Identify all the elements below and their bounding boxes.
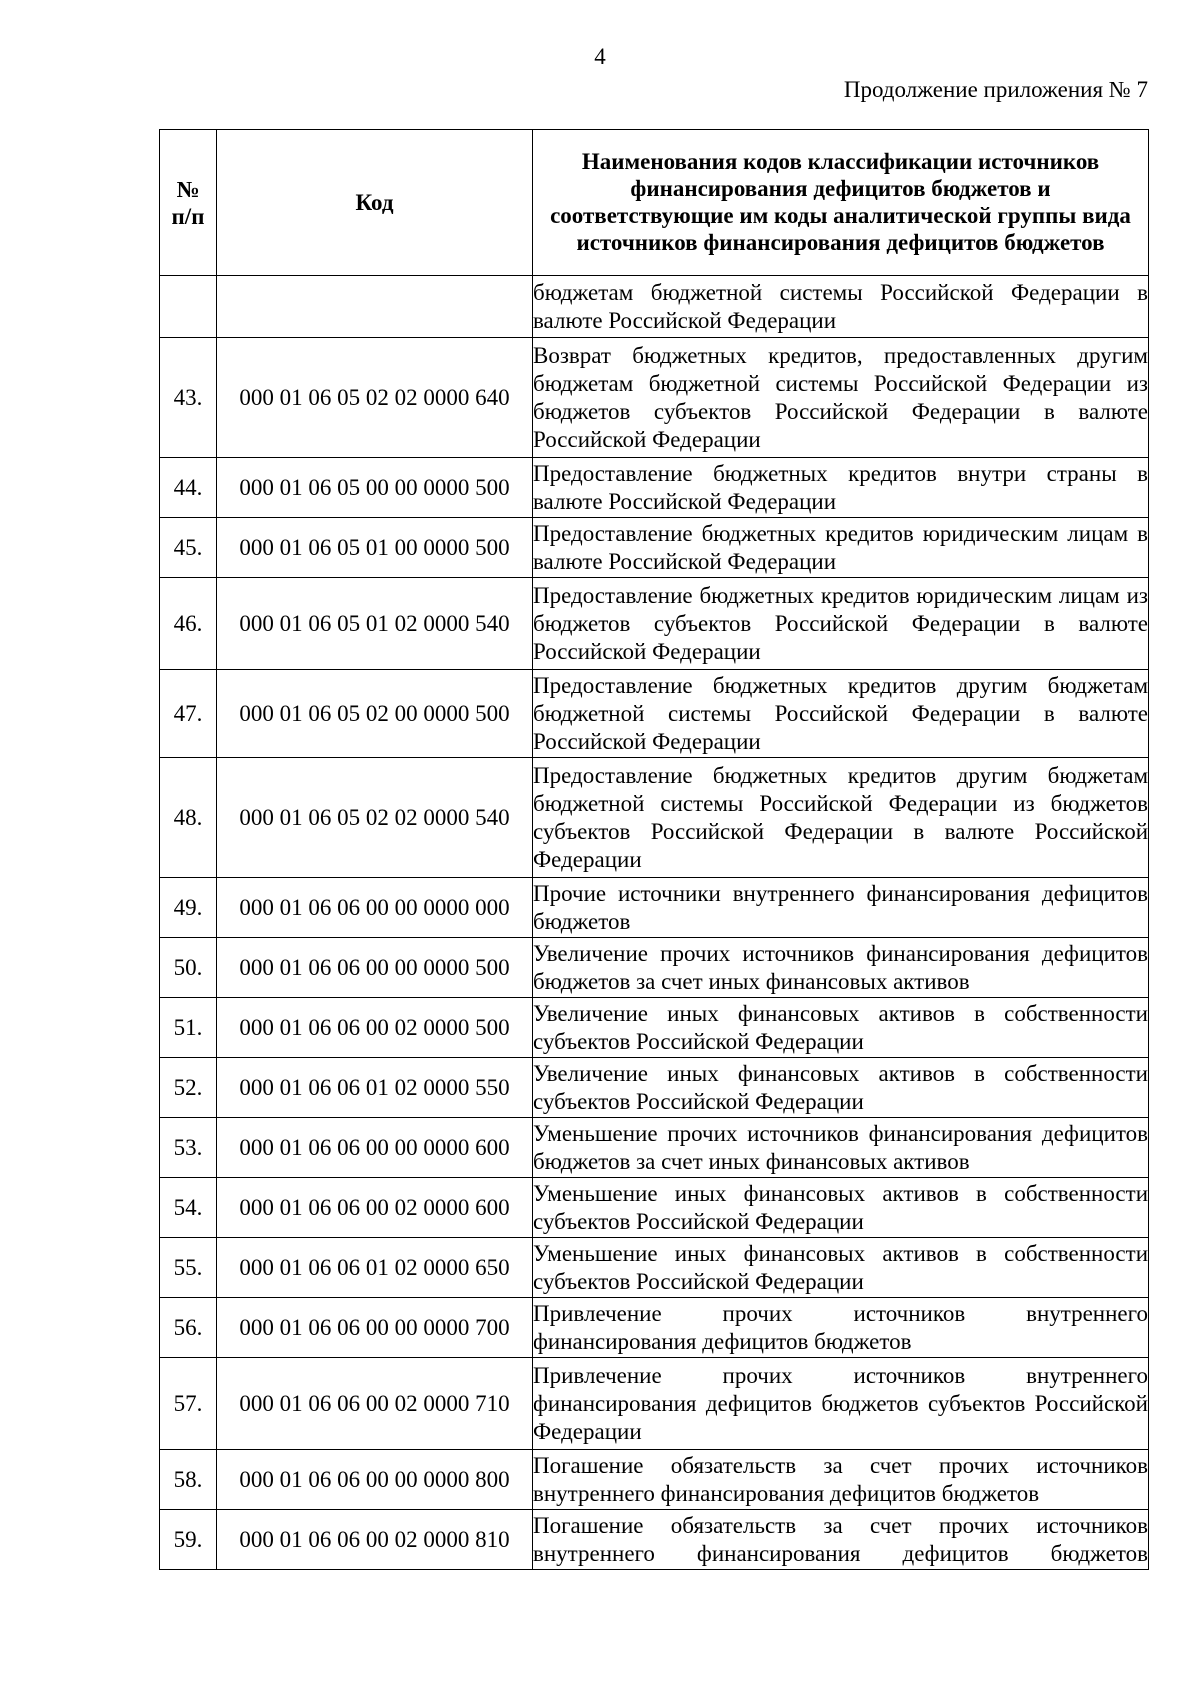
row-name: Предоставление бюджетных кредитов юридическим лицам из бюджетов субъектов Российской Федерации в валюте Российской Федерации — [533, 578, 1149, 670]
page-number: 4 — [594, 44, 606, 69]
row-name: Привлечение прочих источников внутреннего финансирования дефицитов бюджетов субъектов Российской Федерации — [533, 1358, 1149, 1450]
table-row — [160, 1058, 1149, 1118]
table-row — [160, 518, 1149, 578]
row-code: 000 01 06 05 01 02 0000 540 — [217, 578, 533, 670]
row-number: 53. — [160, 1118, 217, 1178]
row-number: 43. — [160, 338, 217, 458]
table-row — [160, 1298, 1149, 1358]
row-number — [160, 276, 217, 338]
row-name: Увеличение прочих источников финансирования дефицитов бюджетов за счет иных финансовых активов — [533, 938, 1149, 998]
table-row — [160, 578, 1149, 670]
row-number: 46. — [160, 578, 217, 670]
row-code: 000 01 06 06 00 02 0000 600 — [217, 1178, 533, 1238]
table-body — [160, 276, 1149, 1570]
appendix-continuation: Продолжение приложения № 7 — [843, 77, 1148, 102]
table-row — [160, 1238, 1149, 1298]
table-row — [160, 878, 1149, 938]
row-number: 58. — [160, 1450, 217, 1510]
table-row — [160, 1358, 1149, 1450]
row-code: 000 01 06 06 01 02 0000 650 — [217, 1238, 533, 1298]
row-code: 000 01 06 05 02 02 0000 540 — [217, 758, 533, 878]
row-name: Увеличение иных финансовых активов в собственности субъектов Российской Федерации — [533, 1058, 1149, 1118]
row-number: 47. — [160, 670, 217, 758]
table-row — [160, 1450, 1149, 1510]
row-name: Погашение обязательств за счет прочих источников внутреннего финансирования дефицитов бюджетов — [533, 1450, 1149, 1510]
table-row — [160, 458, 1149, 518]
row-number: 57. — [160, 1358, 217, 1450]
row-name: Погашение обязательств за счет прочих источников внутреннего финансирования дефицитов бюджетов — [533, 1510, 1149, 1570]
row-name: Уменьшение иных финансовых активов в собственности субъектов Российской Федерации — [533, 1238, 1149, 1298]
classification-table — [159, 129, 1149, 1570]
column-header-code: Код — [217, 130, 533, 276]
row-code: 000 01 06 06 00 00 0000 800 — [217, 1450, 533, 1510]
row-code: 000 01 06 06 00 00 0000 700 — [217, 1298, 533, 1358]
table-header-row — [160, 130, 1149, 276]
row-name: Уменьшение иных финансовых активов в собственности субъектов Российской Федерации — [533, 1178, 1149, 1238]
row-code: 000 01 06 05 02 00 0000 500 — [217, 670, 533, 758]
table-row — [160, 1178, 1149, 1238]
row-number: 45. — [160, 518, 217, 578]
row-code: 000 01 06 06 00 00 0000 600 — [217, 1118, 533, 1178]
row-code: 000 01 06 05 01 00 0000 500 — [217, 518, 533, 578]
row-name: Возврат бюджетных кредитов, предоставленных другим бюджетам бюджетной системы Российской Федерации из бюджетов субъектов Российской Федерации в валюте Российской Федерации — [533, 338, 1149, 458]
row-number: 55. — [160, 1238, 217, 1298]
row-code — [217, 276, 533, 338]
row-code: 000 01 06 06 00 02 0000 500 — [217, 998, 533, 1058]
row-name: Предоставление бюджетных кредитов другим бюджетам бюджетной системы Российской Федерации из бюджетов субъектов Российской Федерации в валюте Российской Федерации — [533, 758, 1149, 878]
row-name: Уменьшение прочих источников финансирования дефицитов бюджетов за счет иных финансовых активов — [533, 1118, 1149, 1178]
row-name: Предоставление бюджетных кредитов юридическим лицам в валюте Российской Федерации — [533, 518, 1149, 578]
row-number: 51. — [160, 998, 217, 1058]
row-name: Предоставление бюджетных кредитов другим бюджетам бюджетной системы Российской Федерации в валюте Российской Федерации — [533, 670, 1149, 758]
row-number: 52. — [160, 1058, 217, 1118]
row-number: 48. — [160, 758, 217, 878]
row-number: 59. — [160, 1510, 217, 1570]
table-row — [160, 758, 1149, 878]
row-name: Предоставление бюджетных кредитов внутри страны в валюте Российской Федерации — [533, 458, 1149, 518]
row-number: 56. — [160, 1298, 217, 1358]
column-header-name: Наименования кодов классификации источников финансирования дефицитов бюджетов и соответствующие им коды аналитической группы вида источников финансирования дефицитов бюджетов — [533, 130, 1149, 276]
row-code: 000 01 06 06 00 00 0000 000 — [217, 878, 533, 938]
row-number: 44. — [160, 458, 217, 518]
table-row — [160, 276, 1149, 338]
table-row — [160, 938, 1149, 998]
row-code: 000 01 06 05 02 02 0000 640 — [217, 338, 533, 458]
row-number: 49. — [160, 878, 217, 938]
table-row — [160, 1510, 1149, 1570]
row-name: Увеличение иных финансовых активов в собственности субъектов Российской Федерации — [533, 998, 1149, 1058]
table-row — [160, 1118, 1149, 1178]
row-name: Прочие источники внутреннего финансирования дефицитов бюджетов — [533, 878, 1149, 938]
row-code: 000 01 06 06 00 00 0000 500 — [217, 938, 533, 998]
row-number: 54. — [160, 1178, 217, 1238]
table-row — [160, 670, 1149, 758]
row-code: 000 01 06 06 00 02 0000 710 — [217, 1358, 533, 1450]
table-row — [160, 998, 1149, 1058]
row-name: Привлечение прочих источников внутреннего финансирования дефицитов бюджетов — [533, 1298, 1149, 1358]
row-code: 000 01 06 06 00 02 0000 810 — [217, 1510, 533, 1570]
column-header-number: № п/п — [160, 130, 217, 276]
table-row — [160, 338, 1149, 458]
row-number: 50. — [160, 938, 217, 998]
row-name: бюджетам бюджетной системы Российской Федерации в валюте Российской Федерации — [533, 276, 1149, 338]
row-code: 000 01 06 05 00 00 0000 500 — [217, 458, 533, 518]
row-code: 000 01 06 06 01 02 0000 550 — [217, 1058, 533, 1118]
